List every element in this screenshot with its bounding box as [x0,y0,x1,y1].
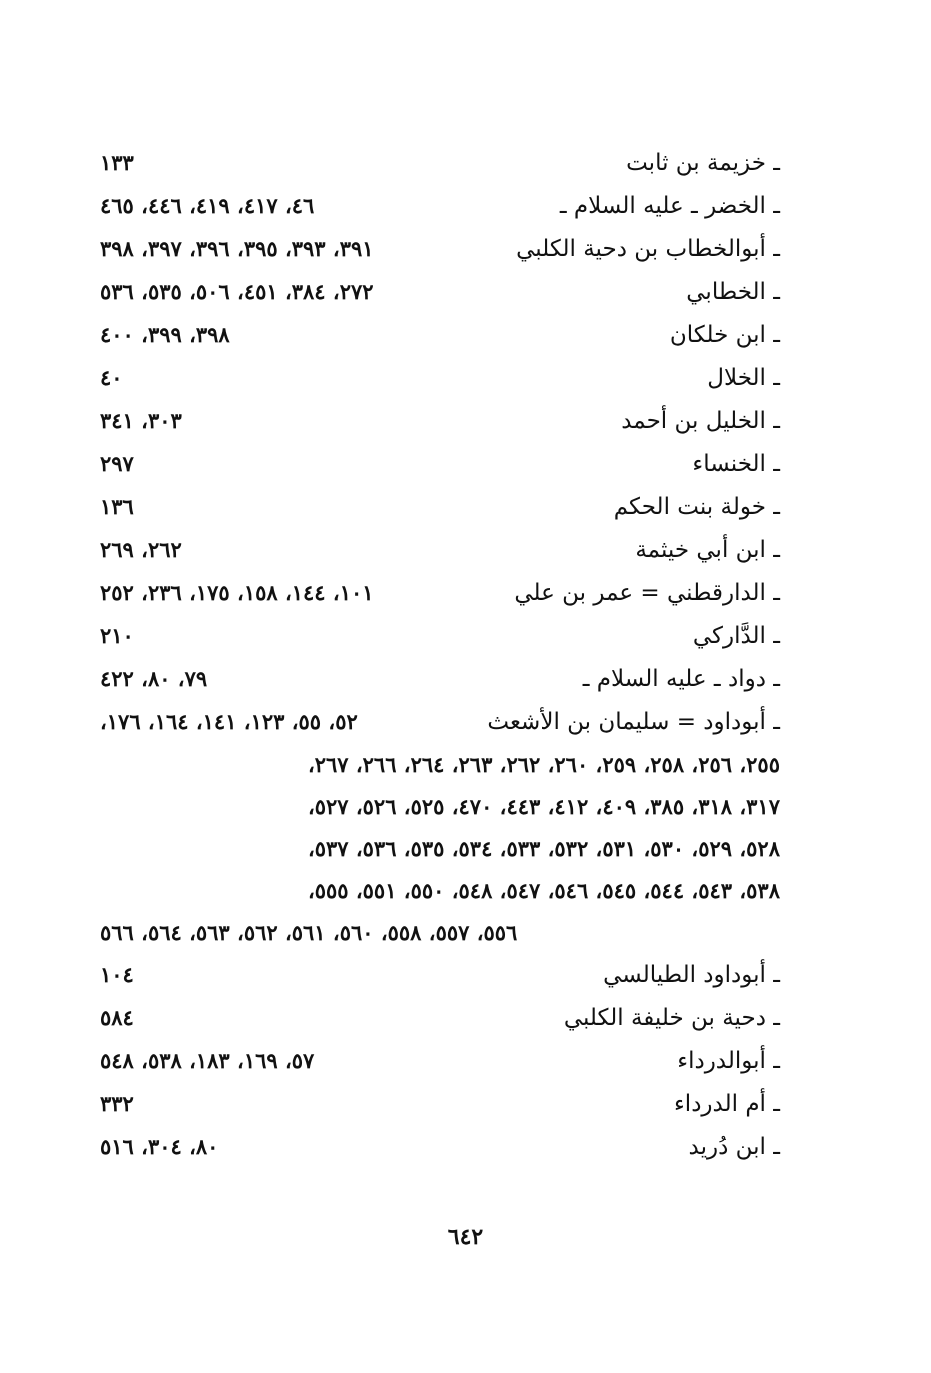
entry-refs: ٢٦٢، ٢٦٩ [100,537,182,562]
index-entry [100,402,780,445]
refs-line: ٣١٧، ٣١٨، ٣٨٥، ٤٠٩، ٤١٢، ٤٤٣، ٤٧٠، ٥٢٥، ٥٢٦، ٥٢٧، [307,794,780,819]
index-entry [100,230,780,273]
entry-name: ـ أبوداود الطيالسي [603,962,780,988]
entry-name: ـ الخلال [707,365,780,391]
entry-refs: ٤٦، ٤١٧، ٤١٩، ٤٤٦، ٤٦٥ [100,193,315,218]
entry-refs: ١٣٦ [100,494,134,519]
index-entry [100,359,780,402]
index-entry [100,273,780,316]
entry-name: ـ ابن خلكان [669,322,780,348]
entry-name: ـ الدَّاركي [692,623,780,649]
entry-name: ـ أبوالخطاب بن دحية الكلبي [516,236,780,262]
entry-name: ـ الخطابي [686,279,780,305]
entry-name: ـ ابن أبي خيثمة [635,537,780,563]
refs-continuation [100,830,780,872]
entry-refs: ٥٧، ١٦٩، ١٨٣، ٥٣٨، ٥٤٨ [100,1048,315,1073]
entry-name: ـ دواد ـ عليه السلام ـ [582,666,780,692]
index-entry [100,488,780,531]
entry-refs: ١٠١، ١٤٤، ١٥٨، ١٧٥، ٢٣٦، ٢٥٢ [100,580,374,605]
index-entry [100,316,780,359]
entry-name: ـ أم الدرداء [673,1091,780,1117]
refs-line: ٢٥٥، ٢٥٦، ٢٥٨، ٢٥٩، ٢٦٠، ٢٦٢، ٢٦٣، ٢٦٤، ٢٦٦، ٢٦٧، [307,752,780,777]
refs-line: ٥٣٨، ٥٤٣، ٥٤٤، ٥٤٥، ٥٤٦، ٥٤٧، ٥٤٨، ٥٥٠، ٥٥١، ٥٥٥، [307,878,780,903]
entry-name: ـ الدارقطني = عمر بن علي [514,580,780,606]
entry-refs: ٣٩٨، ٣٩٩، ٤٠٠ [100,322,230,347]
entry-refs: ٣٠٣، ٣٤١ [100,408,182,433]
index-entry-abudawud [100,703,780,746]
entry-refs: ٥٢، ٥٥، ١٢٣، ١٤١، ١٦٤، ١٧٦، [100,709,358,734]
entry-name: ـ ابن دُريد [688,1134,780,1160]
entry-name: ـ الخليل بن أحمد [621,408,780,434]
index-entry [100,1085,780,1128]
entry-refs: ٢٧٢، ٣٨٤، ٤٥١، ٥٠٦، ٥٣٥، ٥٣٦ [100,279,374,304]
entry-name: ـ أبوداود = سليمان بن الأشعث [487,709,780,735]
index-entry [100,1042,780,1085]
entry-refs: ٣٩١، ٣٩٣، ٣٩٥، ٣٩٦، ٣٩٧، ٣٩٨ [100,236,374,261]
entry-refs: ٢١٠ [100,623,134,648]
entry-refs: ٥٨٤ [100,1005,134,1030]
entry-refs: ١٠٤ [100,962,134,987]
entry-name: ـ خولة بنت الحكم [613,494,780,520]
refs-continuation [100,914,780,956]
entry-refs: ٤٠ [100,365,123,390]
entry-refs: ٧٩، ٨٠، ٤٢٢ [100,666,208,691]
index-entry [100,445,780,488]
refs-line: ٥٥٦، ٥٥٧، ٥٥٨، ٥٦٠، ٥٦١، ٥٦٢، ٥٦٣، ٥٦٤، ٥٦٦ [100,920,518,945]
index-entry [100,574,780,617]
refs-continuation [100,788,780,830]
index-entry [100,999,780,1042]
index-entry [100,187,780,230]
page-number: ٦٤٢ [447,1224,484,1250]
entry-name: ـ الخنساء [692,451,780,477]
entry-refs: ٣٣٢ [100,1091,134,1116]
index-entry [100,1128,780,1171]
index-entry [100,617,780,660]
refs-continuation [100,872,780,914]
entry-refs: ٢٩٧ [100,451,134,476]
entry-name: ـ الخضر ـ عليه السلام ـ [559,193,780,219]
entry-name: ـ أبوالدرداء [677,1048,780,1074]
index-entry [100,956,780,999]
entry-refs: ٨٠، ٣٠٤، ٥١٦ [100,1134,219,1159]
index-entry [100,531,780,574]
entry-refs: ١٣٣ [100,150,134,175]
entry-name: ـ خزيمة بن ثابت [626,150,780,176]
index-entry [100,660,780,703]
refs-continuation [100,746,780,788]
index-list [100,144,780,1171]
entry-name: ـ دحية بن خليفة الكلبي [563,1005,780,1031]
refs-line: ٥٢٨، ٥٢٩، ٥٣٠، ٥٣١، ٥٣٢، ٥٣٣، ٥٣٤، ٥٣٥، ٥٣٦، ٥٣٧، [307,836,780,861]
index-entry [100,144,780,187]
